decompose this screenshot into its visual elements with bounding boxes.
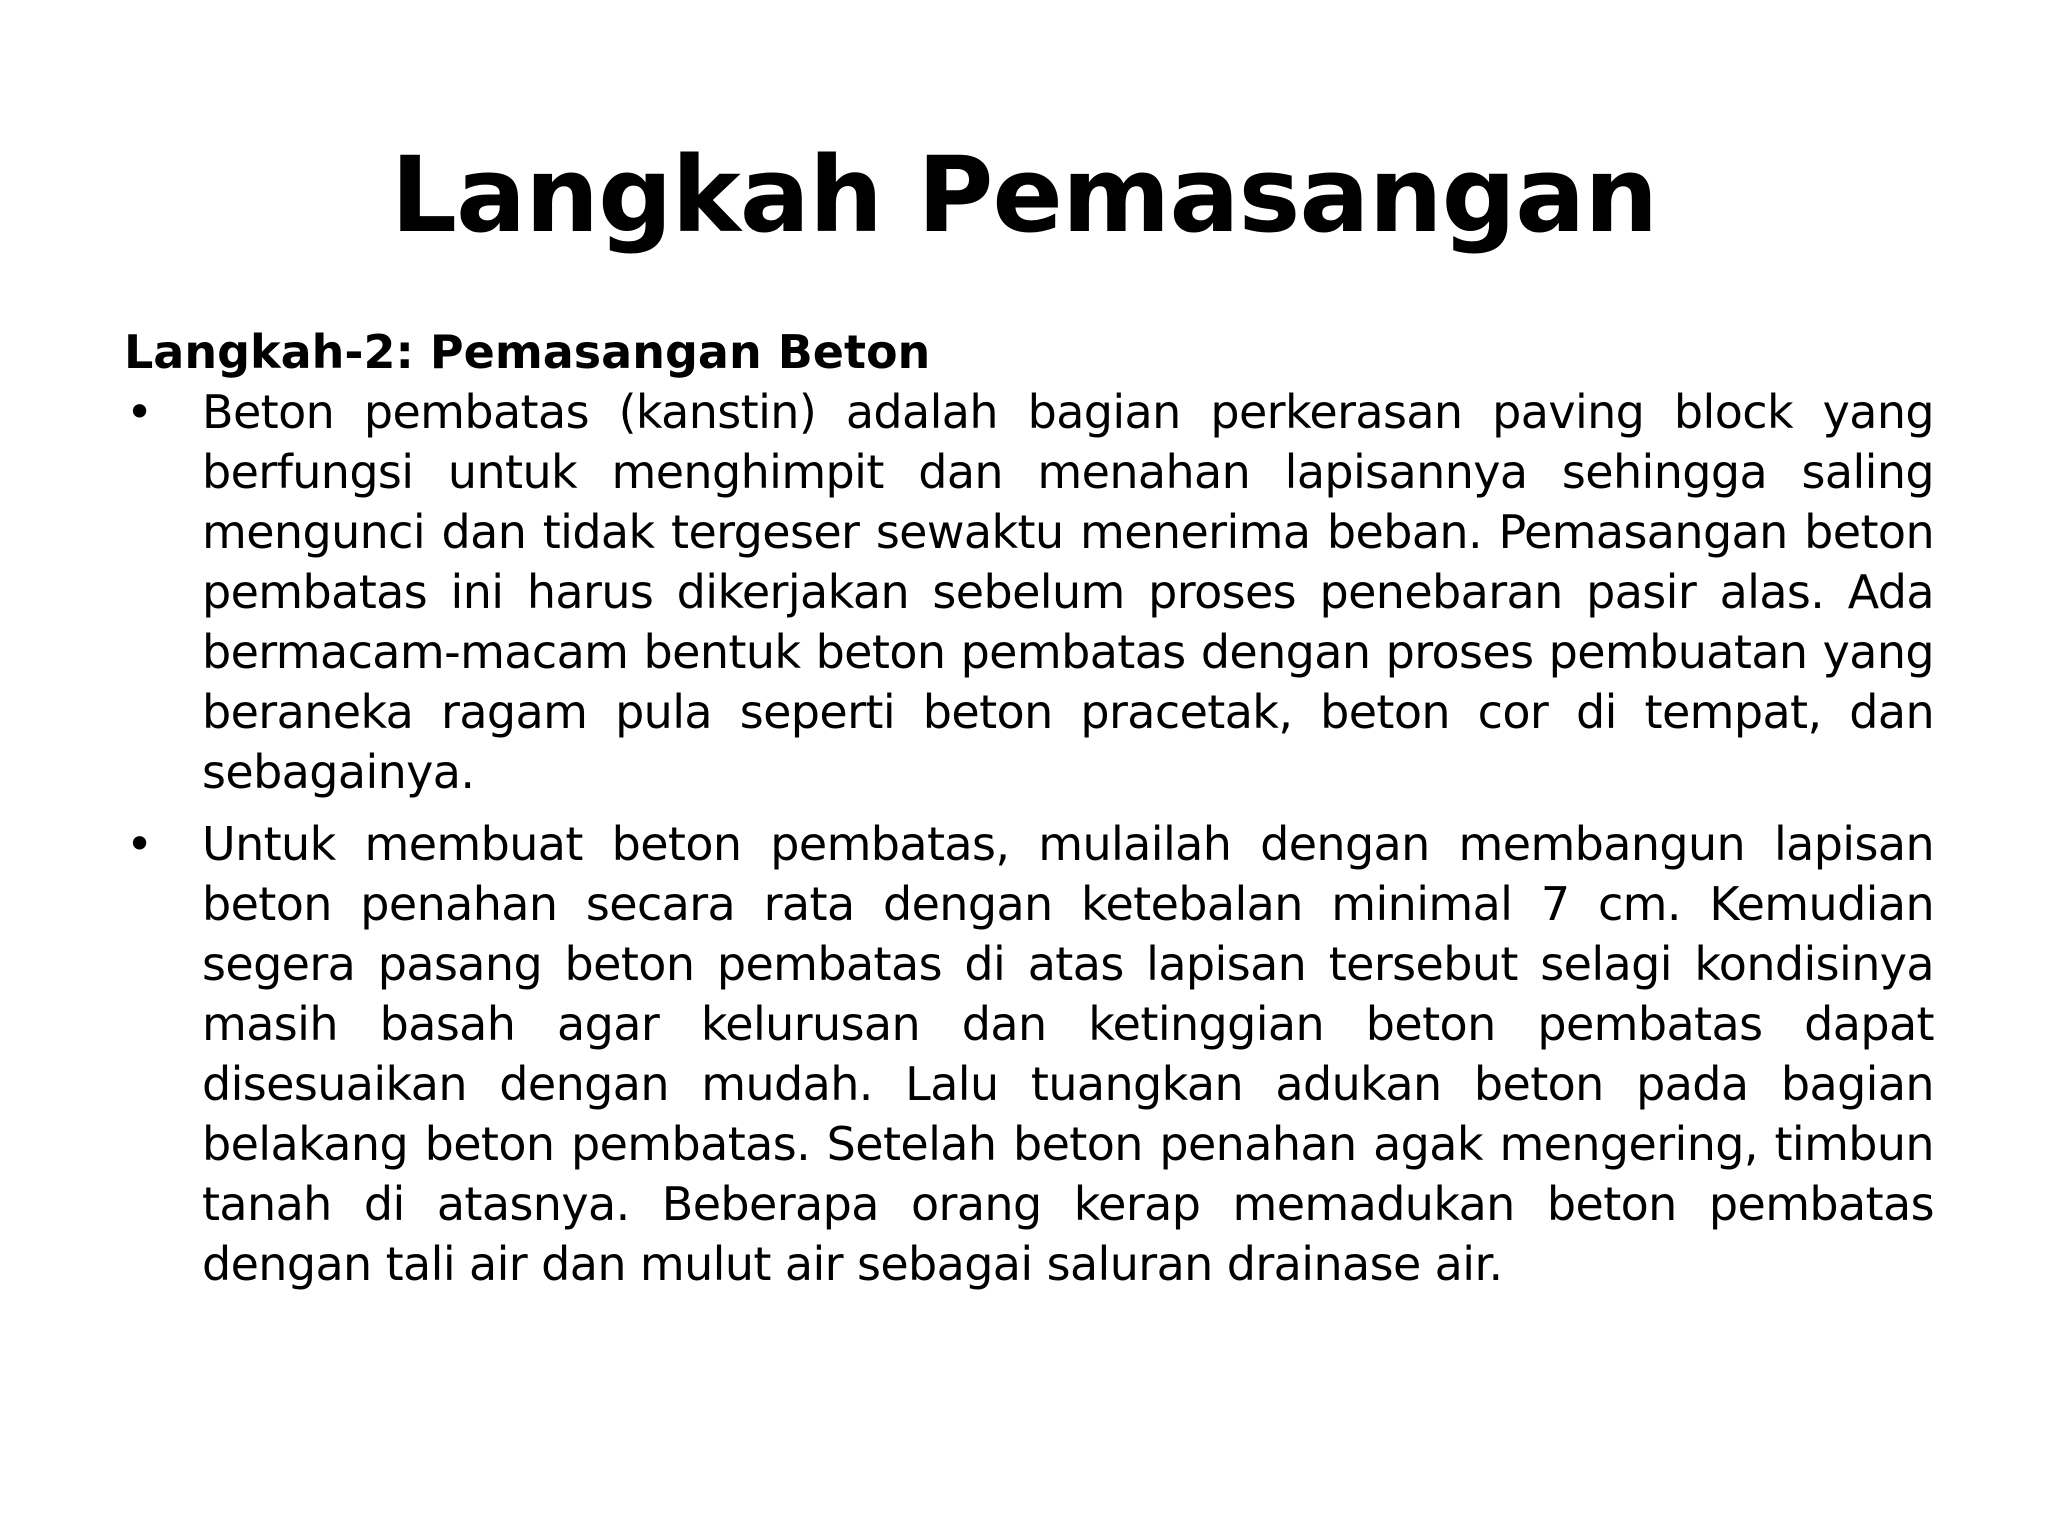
bullet-item-2	[124, 814, 1934, 1294]
bullet-text-2: Untuk membuat beton pembatas, mulailah dengan membangun lapisan beton penahan secara rata dengan ketebalan minimal 7 cm. Kemudian segera pasang beton pembatas di atas lapisan tersebut selagi kondisinya masih basah agar kelurusan dan ketinggian beton pembatas dapat disesuaikan dengan mudah. Lalu tuangkan adukan beton pada bagian belakang beton pembatas. Setelah beton penahan agak mengering, timbun tanah di atasnya. Beberapa orang kerap memadukan beton pembatas dengan tali air dan mulut air sebagai saluran drainase air.	[202, 817, 1934, 1291]
bullet-icon: •	[126, 817, 153, 871]
bullet-text-1: Beton pembatas (kanstin) adalah bagian perkerasan paving block yang berfungsi untuk menghimpit dan menahan lapisannya sehingga saling mengunci dan tidak tergeser sewaktu menerima beban. Pemasangan beton pembatas ini harus dikerjakan sebelum proses penebaran pasir alas. Ada bermacam-macam bentuk beton pembatas dengan proses pembuatan yang beraneka ragam pula seperti beton pracetak, beton cor di tempat, dan sebagainya.	[202, 385, 1934, 799]
bullet-icon: •	[126, 385, 153, 439]
bullet-item-1	[124, 382, 1934, 802]
slide-title: Langkah Pemasangan	[390, 134, 1658, 256]
bullet-list	[124, 382, 1934, 1294]
section-subtitle: Langkah-2: Pemasangan Beton	[124, 325, 931, 379]
slide-content	[124, 322, 1934, 1306]
